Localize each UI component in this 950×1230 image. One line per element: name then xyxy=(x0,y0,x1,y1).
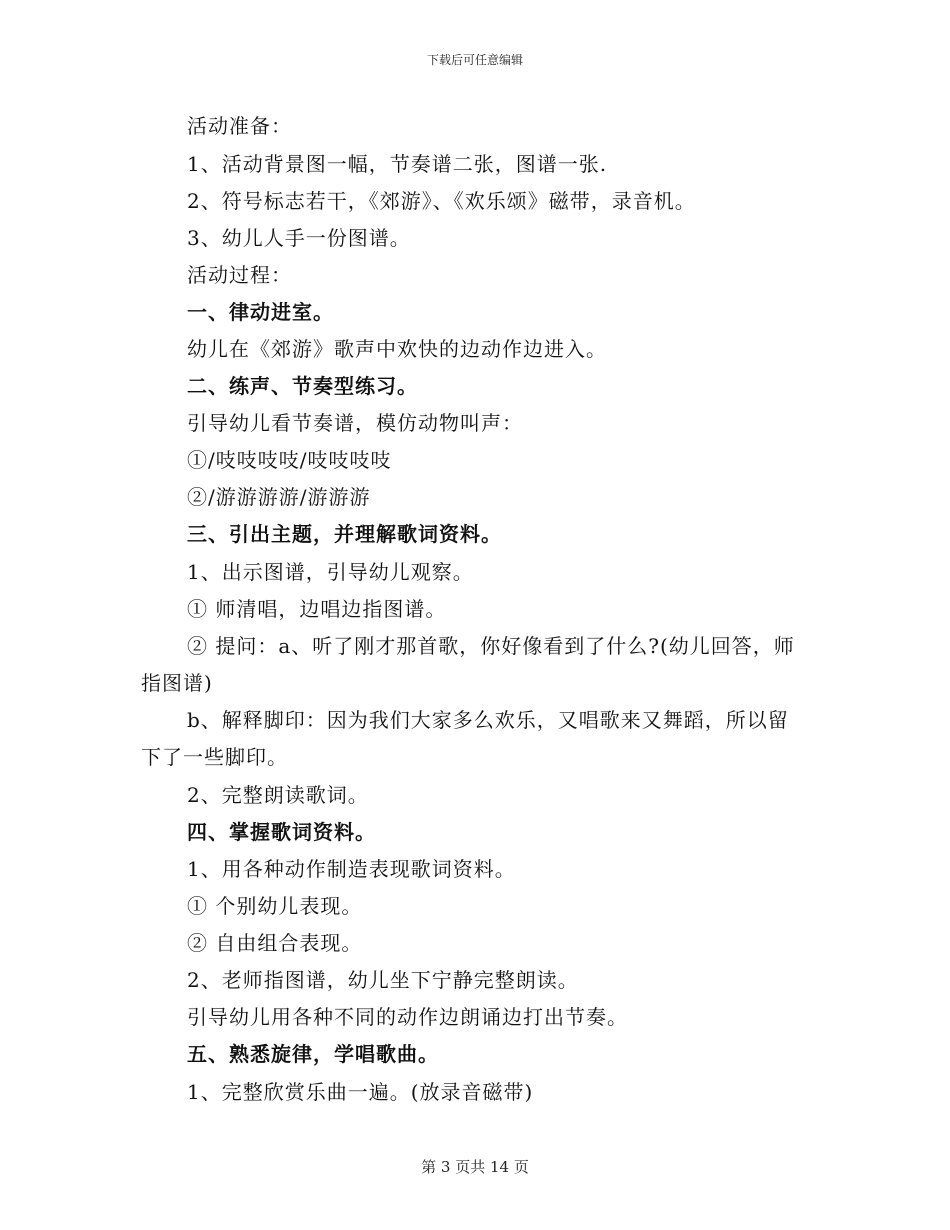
section-4-title: 四、掌握歌词资料。 xyxy=(187,820,376,844)
section-4-item-3: 引导幼儿用各种不同的动作边朗诵边打出节奏。 xyxy=(187,1005,628,1029)
section-5-item-1: 1、完整欣赏乐曲一遍。(放录音磁带) xyxy=(187,1080,534,1104)
section-4-item-1: 1、用各种动作制造表现歌词资料。 xyxy=(187,857,516,881)
section-1-text: 幼儿在《郊游》歌声中欢快的边动作边进入。 xyxy=(187,337,607,361)
section-1-title: 一、律动进室。 xyxy=(187,300,334,324)
section-2-title: 二、练声、节奏型练习。 xyxy=(187,374,418,398)
section-3-item-1a: ① 师清唱，边唱边指图谱。 xyxy=(187,597,447,621)
process-title: 活动过程： xyxy=(187,263,292,287)
section-3-item-1b-line-1: ② 提问：a、听了刚才那首歌，你好像看到了什么?(幼儿回答，师 xyxy=(187,634,795,658)
section-3-item-1c-line-2: 下了一些脚印。 xyxy=(141,745,288,769)
section-3-item-2: 2、完整朗读歌词。 xyxy=(187,783,369,807)
prep-item-2: 2、符号标志若干，《郊游》、《欢乐颂》磁带，录音机。 xyxy=(187,189,696,213)
page-footer: 第 3 页共 14 页 xyxy=(421,1158,529,1176)
section-3-item-1b-line-2: 指图谱) xyxy=(141,671,213,695)
section-4-item-1a: ① 个别幼儿表现。 xyxy=(187,894,363,918)
section-2-item-1: ①/吱吱吱吱/吱吱吱吱 xyxy=(187,448,392,472)
section-5-title: 五、熟悉旋律，学唱歌曲。 xyxy=(187,1042,439,1066)
section-4-item-2: 2、老师指图谱，幼儿坐下宁静完整朗读。 xyxy=(187,968,579,992)
page-header: 下载后可任意编辑 xyxy=(426,53,523,67)
section-3-title: 三、引出主题，并理解歌词资料。 xyxy=(187,522,502,546)
section-2-text: 引导幼儿看节奏谱，模仿动物叫声： xyxy=(187,411,523,435)
section-2-item-2: ②/游游游游/游游游 xyxy=(187,485,371,509)
section-4-item-1b: ② 自由组合表现。 xyxy=(187,931,363,955)
prep-title: 活动准备： xyxy=(187,114,292,138)
section-3-item-1: 1、出示图谱，引导幼儿观察。 xyxy=(187,560,474,584)
section-3-item-1c-line-1: b、解释脚印：因为我们大家多么欢乐，又唱歌来又舞蹈，所以留 xyxy=(187,708,789,732)
prep-item-3: 3、幼儿人手一份图谱。 xyxy=(187,226,411,250)
prep-item-1: 1、活动背景图一幅，节奏谱二张，图谱一张. xyxy=(187,152,608,176)
